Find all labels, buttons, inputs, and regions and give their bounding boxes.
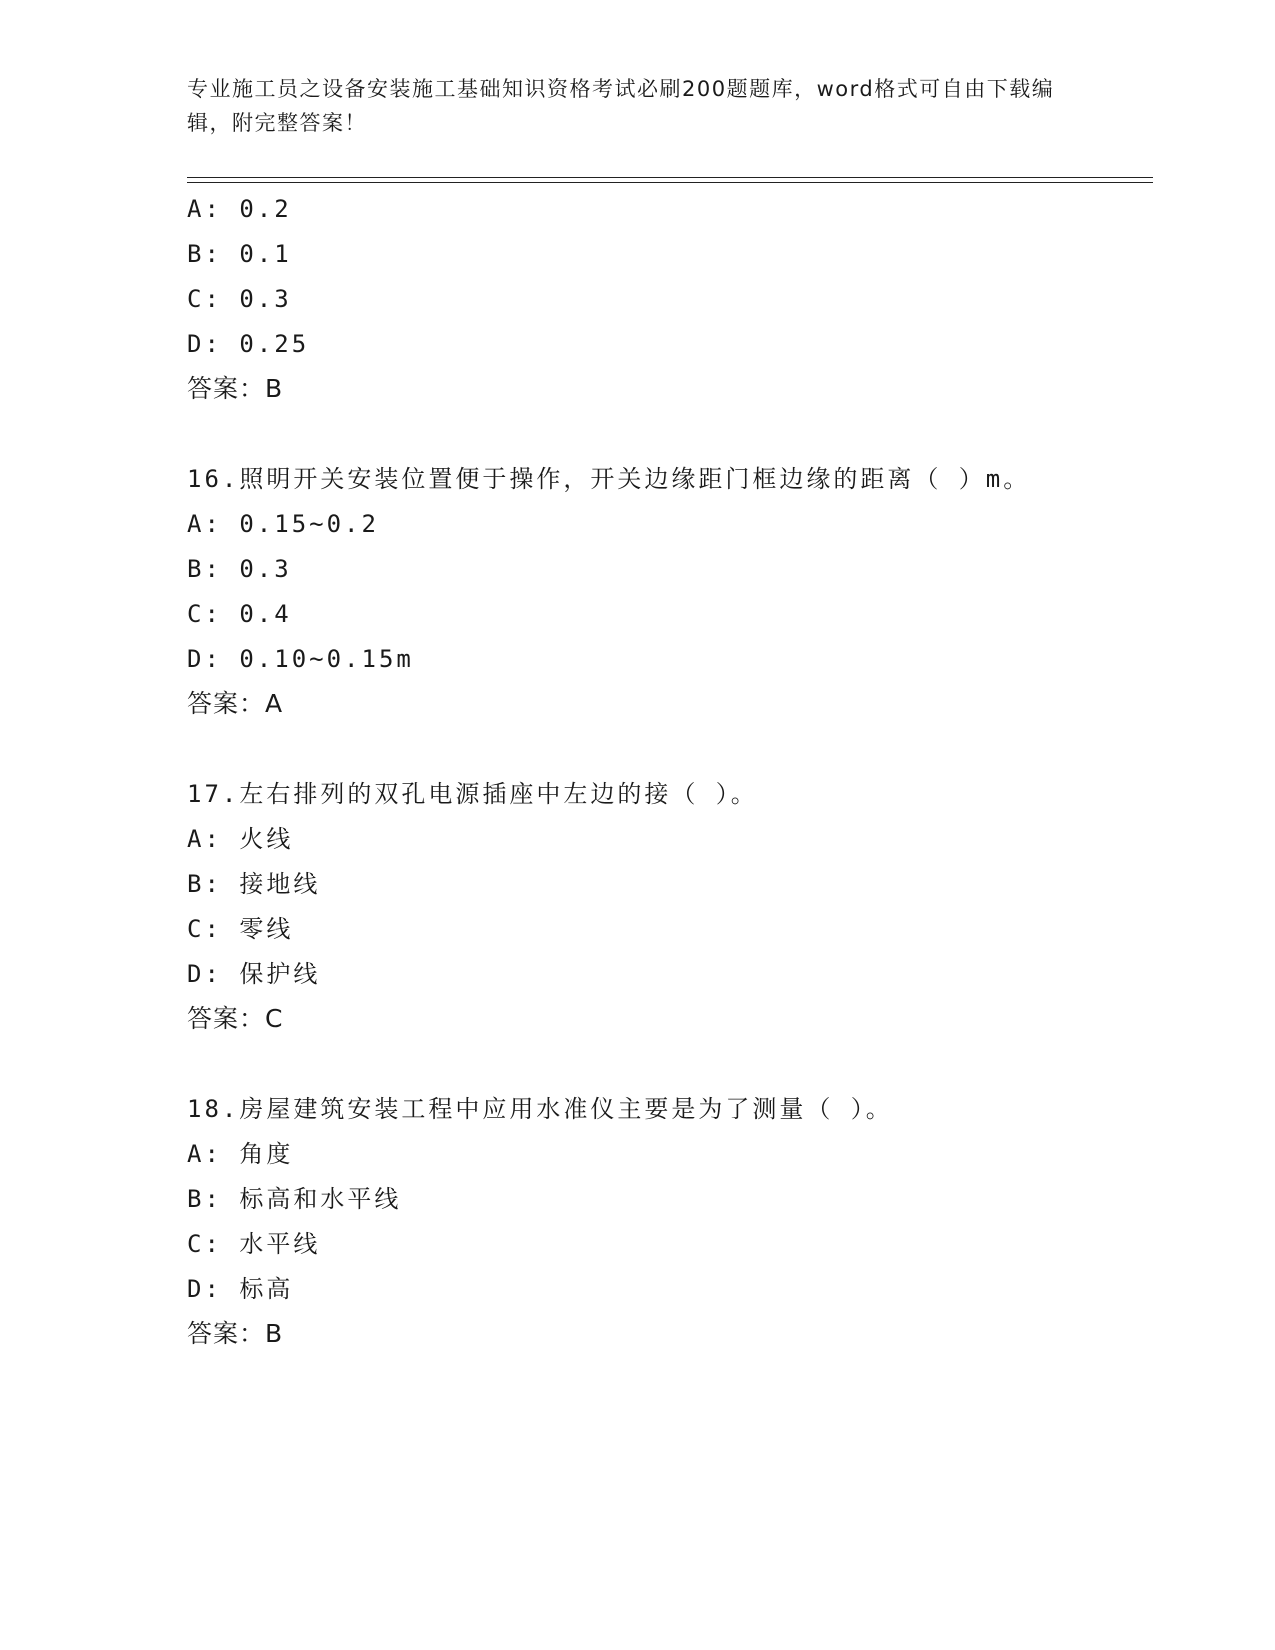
question-17: 17.左右排列的双孔电源插座中左边的接（ ）。 — [187, 780, 758, 808]
option-b: B: 接地线 — [187, 870, 321, 898]
option-d: D: 0.25 — [187, 330, 310, 358]
option-c: C: 0.3 — [187, 285, 292, 313]
answer: 答案：A — [187, 689, 284, 718]
answer: 答案：B — [187, 374, 284, 403]
option-b: B: 标高和水平线 — [187, 1185, 402, 1213]
header-divider-line — [187, 177, 1153, 178]
option-d: D: 保护线 — [187, 960, 321, 988]
question-16: 16.照明开关安装位置便于操作，开关边缘距门框边缘的距离（ ）m。 — [187, 465, 1031, 493]
header-divider-line-2 — [187, 182, 1153, 183]
option-c: C: 零线 — [187, 915, 294, 943]
option-b: B: 0.3 — [187, 555, 292, 583]
answer: 答案：C — [187, 1004, 284, 1033]
answer: 答案：B — [187, 1319, 284, 1348]
document-header: 专业施工员之设备安装施工基础知识资格考试必刷200题题库，word格式可自由下载编辑，附完整答案！ — [187, 77, 1055, 135]
option-a: A: 0.15~0.2 — [187, 510, 379, 538]
option-c: C: 水平线 — [187, 1230, 321, 1258]
question-18: 18.房屋建筑安装工程中应用水准仪主要是为了测量（ ）。 — [187, 1095, 893, 1123]
option-b: B: 0.1 — [187, 240, 292, 268]
option-a: A: 0.2 — [187, 195, 292, 223]
option-a: A: 火线 — [187, 825, 294, 853]
option-c: C: 0.4 — [187, 600, 292, 628]
option-d: D: 标高 — [187, 1275, 294, 1303]
option-d: D: 0.10~0.15m — [187, 645, 414, 673]
option-a: A: 角度 — [187, 1140, 294, 1168]
